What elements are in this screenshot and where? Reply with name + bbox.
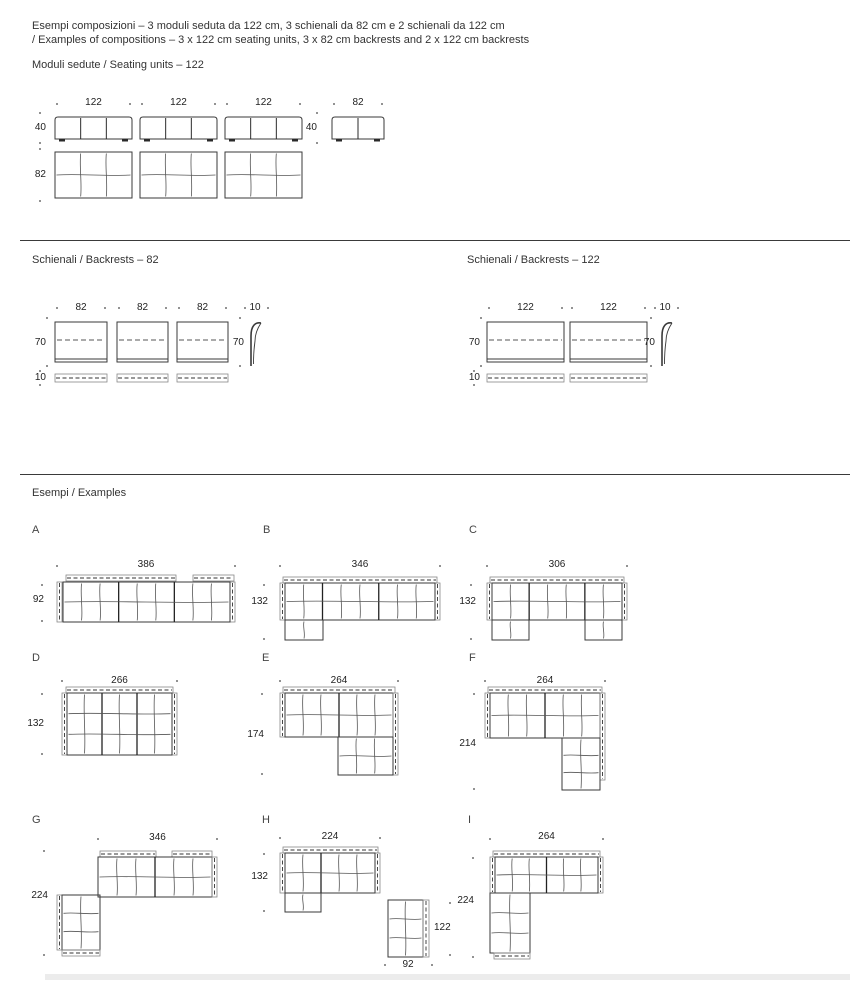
backrest122-side-width-label: 10 xyxy=(659,302,671,313)
section-divider-1 xyxy=(20,240,850,241)
backrest82-height-label: 70 xyxy=(34,337,46,348)
example-c-width: 306 xyxy=(548,559,566,570)
page-title-line-1: Esempi composizioni – 3 moduli seduta da 122 cm, 3 schienali da 82 cm e 2 schienali da 122 cm xyxy=(32,20,505,32)
section-backrests-122-label: Schienali / Backrests – 122 xyxy=(467,254,600,266)
example-d-drawing xyxy=(41,680,178,755)
example-g-letter: G xyxy=(32,814,41,826)
example-d-letter: D xyxy=(32,652,40,664)
section-examples-label: Esempi / Examples xyxy=(32,487,127,499)
backrest122-strip-label: 10 xyxy=(468,372,480,383)
example-b-letter: B xyxy=(263,524,271,536)
seat-width-label-2: 122 xyxy=(170,97,187,108)
example-c-depth: 132 xyxy=(459,596,476,607)
backrest82-strip-label: 10 xyxy=(34,372,46,383)
seat-width-label-4: 82 xyxy=(352,97,364,108)
example-a-depth: 92 xyxy=(32,594,44,605)
example-h-letter: H xyxy=(262,814,270,826)
example-g-depth: 224 xyxy=(31,890,48,901)
example-i-letter: I xyxy=(468,814,472,826)
example-i-depth: 224 xyxy=(457,895,474,906)
example-f-depth: 214 xyxy=(459,738,476,749)
backrest82-side-width-label: 10 xyxy=(249,302,261,313)
example-h-depth: 132 xyxy=(251,871,268,882)
seat-height-label-small: 40 xyxy=(305,122,317,133)
example-d-width: 266 xyxy=(111,675,128,686)
bottom-rule xyxy=(45,974,850,980)
example-i-drawing xyxy=(472,838,604,959)
page-title-line-2: / Examples of compositions – 3 x 122 cm seating units, 3 x 82 cm backrests and 2 x 122 cm backrests xyxy=(32,34,530,46)
example-a-letter: A xyxy=(32,524,40,536)
example-e-width: 264 xyxy=(330,675,348,686)
example-e-drawing xyxy=(261,680,399,775)
backrest82-width-label-2: 82 xyxy=(136,302,149,313)
example-h-width: 224 xyxy=(321,831,339,842)
section-divider-2 xyxy=(20,474,850,475)
example-e-letter: E xyxy=(262,652,270,664)
example-a-width: 386 xyxy=(137,559,155,570)
seat-width-label-1: 122 xyxy=(85,97,102,108)
example-f-drawing xyxy=(473,680,606,790)
seating-units-drawing xyxy=(39,103,384,202)
example-c-letter: C xyxy=(469,524,477,536)
backrest122-side-height-label: 70 xyxy=(643,337,655,348)
backrest82-side-height-label: 70 xyxy=(232,337,244,348)
backrest122-height-label: 70 xyxy=(468,337,480,348)
example-a-drawing xyxy=(41,565,236,622)
section-backrests-82-label: Schienali / Backrests – 82 xyxy=(32,254,159,266)
example-h-unit-depth: 122 xyxy=(434,922,451,933)
backrest82-width-label-3: 82 xyxy=(196,302,209,313)
example-c-drawing xyxy=(470,565,628,640)
example-d-depth: 132 xyxy=(27,718,44,729)
example-b-depth: 132 xyxy=(251,596,268,607)
example-f-width: 264 xyxy=(536,675,554,686)
backrest122-width-label-1: 122 xyxy=(517,302,534,313)
seat-depth-label: 82 xyxy=(34,169,46,180)
example-b-drawing xyxy=(263,565,441,640)
backrest122-width-label-2: 122 xyxy=(600,302,617,313)
example-g-width: 346 xyxy=(149,832,166,843)
section-seating-units-label: Moduli sedute / Seating units – 122 xyxy=(32,59,204,71)
example-f-letter: F xyxy=(469,652,476,664)
example-i-width: 264 xyxy=(538,831,555,842)
example-g-drawing xyxy=(43,838,218,956)
example-e-depth: 174 xyxy=(247,729,264,740)
example-b-width: 346 xyxy=(351,559,369,570)
example-h-unit-width: 92 xyxy=(402,959,414,970)
example-h-drawing xyxy=(263,837,451,966)
seat-width-label-3: 122 xyxy=(255,97,272,108)
seat-height-label: 40 xyxy=(34,122,46,133)
backrest82-width-label-1: 82 xyxy=(75,302,87,313)
